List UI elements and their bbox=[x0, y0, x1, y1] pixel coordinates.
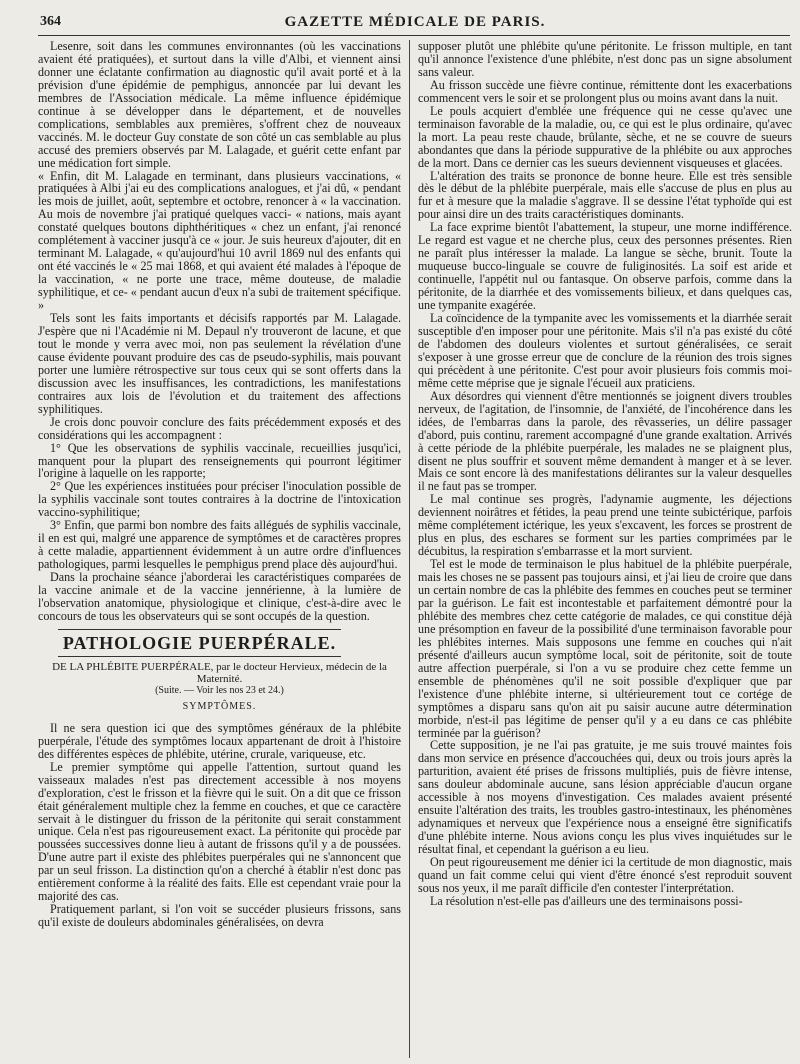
paragraph: Le mal continue ses progrès, l'adynamie augmente, les déjections deviennent noirâtres et fétides, la peau prend une teinte subictérique, parfois même complétement ictérique, les yeux s'excavent, les forces se prostrent de plus en plus, des eschares se forment sur les parties comprimées par le décubitus, la respiration s'embarrasse et la mort survient. bbox=[418, 492, 792, 559]
right-column bbox=[418, 40, 792, 1058]
paragraph: Le pouls acquiert d'emblée une fréquence qui ne cesse qu'avec une terminaison favorable de la maladie, ou, ce qui est le plus ordinaire, qu'avec la mort. La peau reste chaude, brûlante, sèche, et ne se couvre de sueurs abondantes que dans la période suppurative de la phlébite ou aux approches de la mort. Dans ce dernier cas les sueurs deviennent visqueuses et glacées. bbox=[418, 103, 792, 170]
paragraph: Lesenre, soit dans les communes environnantes (où les vaccinations avaient été pratiquées), et surtout dans la ville d'Albi, et viennent ainsi donner une éclatante confirmation au diagnostic qu'il avait porté et à la prévision d'une épidémie de pemphigus, annoncée par lui devant les membres de l'Association médicale. La même influence épidémique continue à se développer dans le département, et de nouvelles complications, semblables aux premières, s'offrent chez de nouveaux vaccinés. M. le docteur Guy constate de son côté un cas semblable au plus accusé des premiers observés par M. Lalagade, et guérit cette enfant par une médication fort simple. bbox=[38, 40, 401, 170]
paragraph: Le premier symptôme qui appelle l'attention, surtout quand les vaisseaux malades n'est pas directement accessible à nos moyens d'exploration, c'est le frisson et la fièvre qui le suit. On a dit que ce frisson était généralement multiple chez la femme en couches, et que ce caractère servait à le distinguer du frisson de la péritonite qui serait constamment unique. Cela n'est pas rigoureusement exact. La péritonite qui procède par poussées successives donne lieu à autant de frissons qu'il y a de poussées. D'une autre part il existe des phlébites puerpérales qui ne s'annoncent que par un seul frisson. La distinction qu'on a cherché à établir n'est donc pas entièrement conforme à la réalité des faits. Elle est cependant vraie pour la majorité des cas. bbox=[38, 759, 401, 904]
page-number: 364 bbox=[40, 14, 61, 29]
paragraph: Cette supposition, je ne l'ai pas gratuite, je me suis trouvé maintes fois dans mon service en présence d'accouchées qui, deux ou trois jours après la parturition, avaient été prises de frissons multipliés, puis de fièvre intense, sans douleur abdominale aucune, sans lésion appréciable d'aucun organe accessible à nos moyens d'investigation. Ces malades avaient présenté ensuite l'altération des traits, les troubles gastro-intestinaux, les phénomènes adynamiques et nerveux que l'expérience nous a enseigné être significatifs d'une phlébite interne. Nous avions conçu les plus vives inquiétudes sur le résultat final, et cependant la guérison a eu lieu. bbox=[418, 738, 792, 857]
paragraph: La face exprime bientôt l'abattement, la stupeur, une morne indifférence. Le regard est vague et ne cherche plus, ceux des personnes présentes. Rien ne paraît plus intéresser la malade. La langue se sèche, brunit. Toute la muqueuse bucco-linguale se couvre de fuliginosités. La soif est aride et continuelle, l'appétit nul ou fantasque. On observe parfois, comme dans la péritonite, de la diarrhée et des vomissements bilieux, et dans quelques cas, une tympanite exagérée. bbox=[418, 220, 792, 313]
paragraph: Dans la prochaine séance j'aborderai les caractéristiques comparées de la vaccine animale et de la vaccine jennérienne, à la lumière de l'observation anatomique, physiologique et clinique, c'est-à-dire avec le concours de tous les observateurs qui se sont occupés de la question. bbox=[38, 570, 401, 623]
conclusion-item: 2° Que les expériences instituées pour préciser l'inoculation possible de la syphilis vaccinale sont toutes contraires à la doctrine de l'intoxication vaccino-syphilitique; bbox=[38, 479, 401, 520]
paragraph: Tels sont les faits importants et décisifs rapportés par M. Lalagade. J'espère que ni l'Académie ni M. Depaul n'y trouveront de lacune, et que tout le monde y verra avec moi, non pas seulement la révélation d'une cause évidente pouvant produire des cas de pseudo-syphilis, mais pouvant porter une lumière rétrospective sur tous ceux qui se sont offerts dans la discussion avec les insuffisances, les contradictions, les manifestations contraires aux lois de l'évolution et du traitement des affections syphilitiques. bbox=[38, 311, 401, 416]
paragraph: Au frisson succède une fièvre continue, rémittente dont les exacerbations commencent vers le soir et se prolongent plus ou moins avant dans la nuit. bbox=[418, 77, 792, 105]
journal-title: GAZETTE MÉDICALE DE PARIS. bbox=[284, 14, 546, 30]
conclusion-item: 1° Que les observations de syphilis vaccinale, recueillies jusqu'ici, manquent pour la plupart des renseignements qui pourront légitimer l'origine à laquelle on les rapporte; bbox=[38, 440, 401, 481]
article-title bbox=[48, 661, 391, 685]
section-title: PATHOLOGIE PUERPÉRALE. bbox=[58, 629, 341, 657]
paragraph: On peut rigoureusement me dénier ici la certitude de mon diagnostic, mais quand un fait comme celui qui vient d'être énoncé s'est reproduit souvent sous nos yeux, il me paraît difficile d'en contester l'interprétation. bbox=[418, 855, 792, 895]
page-header bbox=[40, 14, 790, 34]
left-column bbox=[38, 40, 401, 1058]
paragraph: Il ne sera question ici que des symptômes généraux de la phlébite puerpérale, l'étude des symptômes locaux appartenant de droit à l'histoire des différentes espèces de phlébite, utérine, crurale, variqueuse, etc. bbox=[38, 720, 401, 761]
column-divider bbox=[409, 40, 410, 1058]
paragraph: Tel est le mode de terminaison le plus habituel de la phlébite puerpérale, mais les choses ne se passent pas toujours ainsi, et j'ai lieu de croire que dans un certain nombre de cas la phlébite des femmes en couches peut se terminer par la guérison. Le fait est incontestable et parfaitement démontré pour la phlébite des membres chez cette catégorie de malades, ce qui constitue déjà une présomption en faveur de la possibilité d'une terminaison favorable pour les phlébites internes. Mais supposons une femme en couches qui n'ait présenté d'ailleurs aucun symptôme local, soit de péritonite, soit de toute autre affection puerpérale, si l'on a vu se produire chez cette femme un ensemble de phénomènes qu'il ne soit possible d'expliquer que par l'existence d'une phlébite interne, si ultérieurement tout ce cortége de symptômes a disparu sans qu'on ait pu saisir aucune autre détermination morbide, n'est-il pas légitime de penser qu'il y a eu dans ce cas phlébite terminée par la guérison? bbox=[418, 557, 792, 740]
paragraph: L'altération des traits se prononce de bonne heure. Elle est très sensible dès le début de la phlébite puerpérale, mais elle s'accuse de plus en plus au fur et à mesure que la maladie s'aggrave. Il se dessine l'état typhoïde qui est pour ainsi dire un des traits caractéristiques dominants. bbox=[418, 168, 792, 222]
paragraph: Pratiquement parlant, si l'on voit se succéder plusieurs frissons, sans qu'il existe de douleurs abdominales généralisées, on devra bbox=[38, 902, 401, 930]
paragraph: La résolution n'est-elle pas d'ailleurs une des terminaisons possi- bbox=[430, 893, 743, 908]
paragraph: Je crois donc pouvoir conclure des faits précédemment exposés et des considérations qui les accompagnent : bbox=[38, 414, 401, 442]
continuation-note: (Suite. — Voir les nos 23 et 24.) bbox=[155, 684, 284, 696]
section-heading-block bbox=[38, 629, 401, 714]
paragraph: supposer plutôt une phlébite qu'une péritonite. Le frisson multiple, en tant qu'il annonce l'existence d'une phlébite, n'est donc pas un signe absolument sans valeur. bbox=[418, 40, 792, 79]
paragraph: La coïncidence de la tympanite avec les vomissements et la diarrhée serait susceptible d'en imposer pour une péritonite. Mais s'il n'a pas existé du côté de l'abdomen des douleurs violentes et surtout généralisées, ce serait s'exposer à une grosse erreur que de conclure de la réunion des trois signes qui précèdent à une péritonite. C'est pour avoir plusieurs fois commis moi-même cette méprise que je signale l'écueil aux praticiens. bbox=[418, 311, 792, 390]
article-title-author: par le docteur Hervieux, médecin de la Maternité. bbox=[196, 660, 387, 685]
header-rule bbox=[38, 35, 790, 36]
subheading: SYMPTÔMES. bbox=[182, 700, 257, 712]
article-title-prefix: DE LA PHLÉBITE PUERPÉRALE, bbox=[52, 660, 214, 673]
quoted-passage: « Enfin, dit M. Lalagade en terminant, dans plusieurs vaccinations, « pratiquées à Albi j'ai eu des complications analogues, et j'ai dû, « pendant les mois de juillet, août, septembre et octobre, renoncer à « la vaccination. Au mois de novembre j'ai pratiqué quelques vacci- « nations, mais ayant constaté quelques boutons diphthéritiques « chez un enfant, j'ai renoncé complétement à vacciner jusqu'à ce « jour. Je suis heureux d'ajouter, dit en terminant M. Lalagade, « qu'aujourd'hui 10 avril 1869 nul des enfants qui ont été vaccinés le « 25 mai 1868, et qui avaient été malades à l'époque de la vaccination, « ne porte une trace, même douteuse, de maladie syphilitique, et ce- « pendant aucun d'eux n'a subi de traitement spécifique. » bbox=[38, 168, 401, 313]
paragraph: Aux désordres qui viennent d'être mentionnés se joignent divers troubles nerveux, de l'agitation, de l'insomnie, de l'anxiété, de l'incohérence dans les idées, de l'embarras dans la parole, des rêvasseries, un délire passager d'abord, puis continu, rarement accompagné d'une grande exaltation. Arrivés à cette période de la phlébite puerpérale, les malades ne se plaignent plus, disent ne plus souffrir et souvent même demandent à manger et à se lever. Mais ce sont encore là des manifestations délirantes sur la valeur desquelles il ne faut pas se tromper. bbox=[418, 388, 792, 494]
conclusion-item: 3° Enfin, que parmi bon nombre des faits allégués de syphilis vaccinale, il en est qui, malgré une apparence de symptômes et de caractères propres à cette maladie, appartiennent évidemment à un autre ordre d'influences pathologiques, parmi lesquelles le pemphigus prend place dès aujourd'hui. bbox=[38, 518, 401, 572]
